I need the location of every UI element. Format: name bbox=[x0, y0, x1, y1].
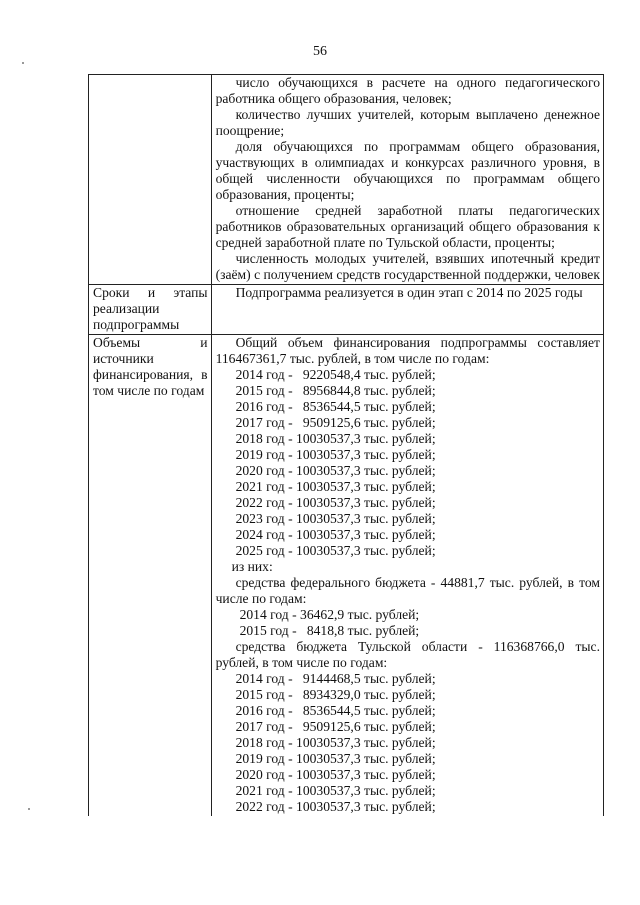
funding-year-line: 2014 год - 9220548,4 тыс. рублей; bbox=[235, 367, 436, 382]
regional-year-line: 2018 год - 10030537,3 тыс. рублей; bbox=[235, 735, 436, 750]
regional-year-line: 2014 год - 9144468,5 тыс. рублей; bbox=[235, 671, 436, 686]
regional-funding: средства бюджета Тульской области - 116368766,0 тыс. рублей, в том числе по годам: bbox=[215, 639, 600, 670]
indicator-item: количество лучших учителей, которым выплачено денежное поощрение; bbox=[215, 107, 600, 138]
funding-year-line: 2020 год - 10030537,3 тыс. рублей; bbox=[235, 463, 436, 478]
funding-total: Общий объем финансирования подпрограммы составляет 116467361,7 тыс. рублей, в том числе по годам: bbox=[215, 335, 600, 366]
funding-year-line: 2017 год - 9509125,6 тыс. рублей; bbox=[235, 415, 436, 430]
regional-year-line: 2022 год - 10030537,3 тыс. рублей; bbox=[235, 799, 436, 814]
table-row-indicators bbox=[89, 75, 604, 285]
funding-cell bbox=[211, 335, 603, 817]
page-number: 56 bbox=[313, 44, 327, 59]
terms-cell bbox=[211, 285, 603, 335]
funding-year-line: 2025 год - 10030537,3 тыс. рублей; bbox=[235, 543, 436, 558]
row-label: Объемы и источники финансирования, в том числе по годам bbox=[89, 335, 212, 817]
regional-year-line: 2015 год - 8934329,0 тыс. рублей; bbox=[235, 687, 436, 702]
indicators-cell bbox=[211, 75, 603, 285]
federal-funding: средства федерального бюджета - 44881,7 тыс. рублей, в том числе по годам: bbox=[215, 575, 600, 606]
passport-table bbox=[88, 74, 604, 816]
indicator-item: доля обучающихся по программам общего образования, участвующих в олимпиадах и конкурсах различного уровня, в общей численности обучающихся по программам общего образования, проценты; bbox=[215, 139, 600, 202]
indicator-item: численность молодых учителей, взявших ипотечный кредит (заём) с получением средств государственной поддержки, человек bbox=[215, 251, 600, 282]
funding-year-line: 2015 год - 8956844,8 тыс. рублей; bbox=[235, 383, 436, 398]
federal-year-line: 2014 год - 36462,9 тыс. рублей; bbox=[239, 607, 420, 622]
regional-year-line: 2017 год - 9509125,6 тыс. рублей; bbox=[235, 719, 436, 734]
scan-mark bbox=[28, 808, 30, 810]
indicator-item: отношение средней заработной платы педагогических работников образовательных организаций общего образования к средней заработной плате по Тульской области, проценты; bbox=[215, 203, 600, 250]
table-row-funding bbox=[89, 335, 604, 817]
funding-year-line: 2016 год - 8536544,5 тыс. рублей; bbox=[235, 399, 436, 414]
regional-year-line: 2016 год - 8536544,5 тыс. рублей; bbox=[235, 703, 436, 718]
scan-mark bbox=[22, 62, 24, 64]
of-which-label: из них: bbox=[231, 559, 273, 574]
funding-year-line: 2021 год - 10030537,3 тыс. рублей; bbox=[235, 479, 436, 494]
row-label bbox=[89, 75, 212, 285]
row-label: Сроки и этапы реализации подпрограммы bbox=[89, 285, 212, 335]
indicator-item: число обучающихся в расчете на одного педагогического работника общего образования, человек; bbox=[215, 75, 600, 106]
table-row-terms bbox=[89, 285, 604, 335]
funding-year-line: 2024 год - 10030537,3 тыс. рублей; bbox=[235, 527, 436, 542]
regional-year-line: 2021 год - 10030537,3 тыс. рублей; bbox=[235, 783, 436, 798]
federal-year-line: 2015 год - 8418,8 тыс. рублей; bbox=[239, 623, 420, 638]
funding-year-line: 2022 год - 10030537,3 тыс. рублей; bbox=[235, 495, 436, 510]
funding-year-line: 2018 год - 10030537,3 тыс. рублей; bbox=[235, 431, 436, 446]
regional-year-line: 2019 год - 10030537,3 тыс. рублей; bbox=[235, 751, 436, 766]
funding-year-line: 2023 год - 10030537,3 тыс. рублей; bbox=[235, 511, 436, 526]
terms-text: Подпрограмма реализуется в один этап с 2014 по 2025 годы bbox=[235, 285, 583, 300]
funding-year-line: 2019 год - 10030537,3 тыс. рублей; bbox=[235, 447, 436, 462]
regional-year-line: 2020 год - 10030537,3 тыс. рублей; bbox=[235, 767, 436, 782]
